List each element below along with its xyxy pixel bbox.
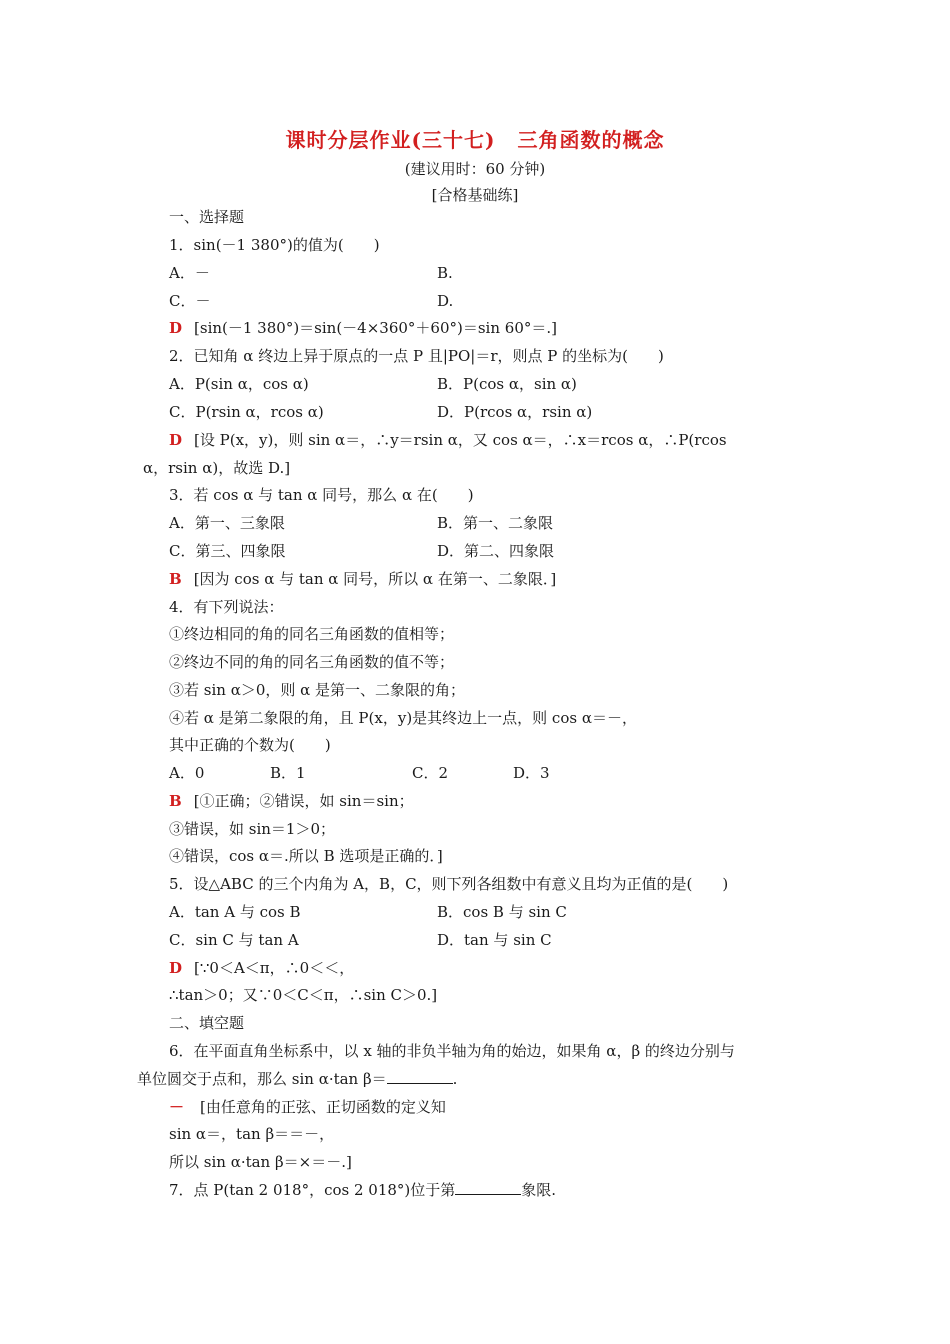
q6-explanation-line3: 所以 sin α·tan β＝×＝－.] (169, 1153, 352, 1171)
q2-explanation-line2: α，rsin α)，故选 D.] (143, 459, 291, 477)
q2-option-d: D．P(rcos α，rsin α) (437, 403, 593, 421)
q4-statement-2: ②终边不同的角的同名三角函数的值不等； (169, 653, 455, 671)
section-fill: 二、填空题 (169, 1014, 245, 1032)
q7-stem-text: 7．点 P(tan 2 018°，cos 2 018°)位于第 (169, 1181, 456, 1199)
q5-option-d: D．tan 与 sin C (437, 931, 552, 949)
q4-explanation-line1: [①正确；②错误，如 sin＝sin； (193, 792, 414, 810)
level-label: [合格基础练] (431, 186, 519, 204)
q7-answer-blank[interactable] (455, 1180, 521, 1195)
q1-answer: D (169, 319, 183, 337)
q5-option-a: A．tan A 与 cos B (169, 903, 301, 921)
q7-stem-end: 象限. (521, 1181, 557, 1199)
q3-answer: B (169, 570, 182, 588)
q2-option-c: C．P(rsin α，rcos α) (169, 403, 324, 421)
q4-answer: B (169, 792, 182, 810)
q2-stem: 2．已知角 α 终边上异于原点的一点 P 且|PO|＝r，则点 P 的坐标为( ) (169, 347, 664, 365)
q3-option-d: D．第二、四象限 (437, 542, 555, 560)
q4-explanation-line3: ④错误，cos α＝.所以 B 选项是正确的．] (169, 847, 443, 865)
q3-option-a: A．第一、三象限 (169, 514, 285, 532)
q2-answer: D (169, 431, 183, 449)
q3-stem: 3．若 cos α 与 tan α 同号，那么 α 在( ) (169, 486, 474, 504)
title-lesson: 课时分层作业(三十七) (285, 128, 496, 152)
q4-question: 其中正确的个数为( ) (169, 736, 331, 754)
q7-stem (169, 1180, 556, 1200)
q1-option-a: A．－ (169, 264, 210, 282)
q3-explanation: [因为 cos α 与 tan α 同号，所以 α 在第一、二象限．] (193, 570, 557, 588)
q3-option-b: B．第一、二象限 (437, 514, 554, 532)
q3-solution (169, 569, 556, 589)
q5-answer: D (169, 959, 183, 977)
q6-stem-line2 (137, 1069, 457, 1089)
q6-answer: － (169, 1098, 185, 1116)
page-title (0, 124, 950, 153)
suggested-time: (建议用时：60 分钟) (404, 160, 546, 178)
q6-stem-text: 单位圆交于点和，那么 sin α·tan β＝ (137, 1070, 387, 1088)
q4-solution (169, 791, 414, 811)
q1-option-d: D. (437, 292, 454, 310)
q4-statement-4: ④若 α 是第二象限的角，且 P(x，y)是其终边上一点，则 cos α＝－， (169, 709, 637, 727)
q4-statement-1: ①终边相同的角的同名三角函数的值相等； (169, 625, 455, 643)
q6-explanation-line2: sin α＝，tan β＝＝－， (169, 1125, 335, 1143)
q4-statement-3: ③若 sin α＞0，则 α 是第一、二象限的角； (169, 681, 466, 699)
q6-explanation-line1: [由任意角的正弦、正切函数的定义知 (200, 1098, 446, 1116)
q2-solution (169, 430, 727, 450)
q6-solution (169, 1097, 446, 1117)
q1-stem: 1．sin(－1 380°)的值为( ) (169, 236, 380, 254)
section-choice: 一、选择题 (169, 208, 245, 226)
q6-stem-period: . (452, 1070, 458, 1088)
q2-option-a: A．P(sin α，cos α) (169, 375, 309, 393)
q4-option-d: D．3 (513, 764, 550, 782)
q5-option-c: C．sin C 与 tan A (169, 931, 299, 949)
q2-option-b: B．P(cos α，sin α) (437, 375, 577, 393)
q3-option-c: C．第三、四象限 (169, 542, 286, 560)
q4-explanation-line2: ③错误，如 sin＝1＞0； (169, 820, 336, 838)
q5-stem: 5．设△ABC 的三个内角为 A，B，C，则下列各组数中有意义且均为正值的是( ) (169, 875, 729, 893)
q4-option-c: C．2 (412, 764, 449, 782)
q4-option-a: A．0 (169, 764, 205, 782)
q5-option-b: B．cos B 与 sin C (437, 903, 567, 921)
q1-option-c: C．－ (169, 292, 211, 310)
q4-option-b: B．1 (270, 764, 306, 782)
q6-stem-line1: 6．在平面直角坐标系中，以 x 轴的非负半轴为角的始边，如果角 α，β 的终边分别与 (169, 1042, 735, 1060)
q4-stem: 4．有下列说法： (169, 598, 284, 616)
q5-explanation-line1: [∵0＜A＜π，∴0＜＜， (194, 959, 355, 977)
q5-solution (169, 958, 354, 978)
q1-explanation: [sin(－1 380°)＝sin(－4×360°＋60°)＝sin 60°＝.] (194, 319, 557, 337)
title-topic: 三角函数的概念 (517, 128, 665, 152)
q1-solution (169, 318, 557, 338)
q1-option-b: B. (437, 264, 453, 282)
q5-explanation-line2: ∴tan＞0；又∵0＜C＜π，∴sin C＞0.] (169, 986, 438, 1004)
q6-answer-blank[interactable] (387, 1069, 453, 1084)
q2-explanation-line1: [设 P(x，y)，则 sin α＝，∴y＝rsin α，又 cos α＝，∴x＝rcos α，∴P(rcos (194, 431, 727, 449)
